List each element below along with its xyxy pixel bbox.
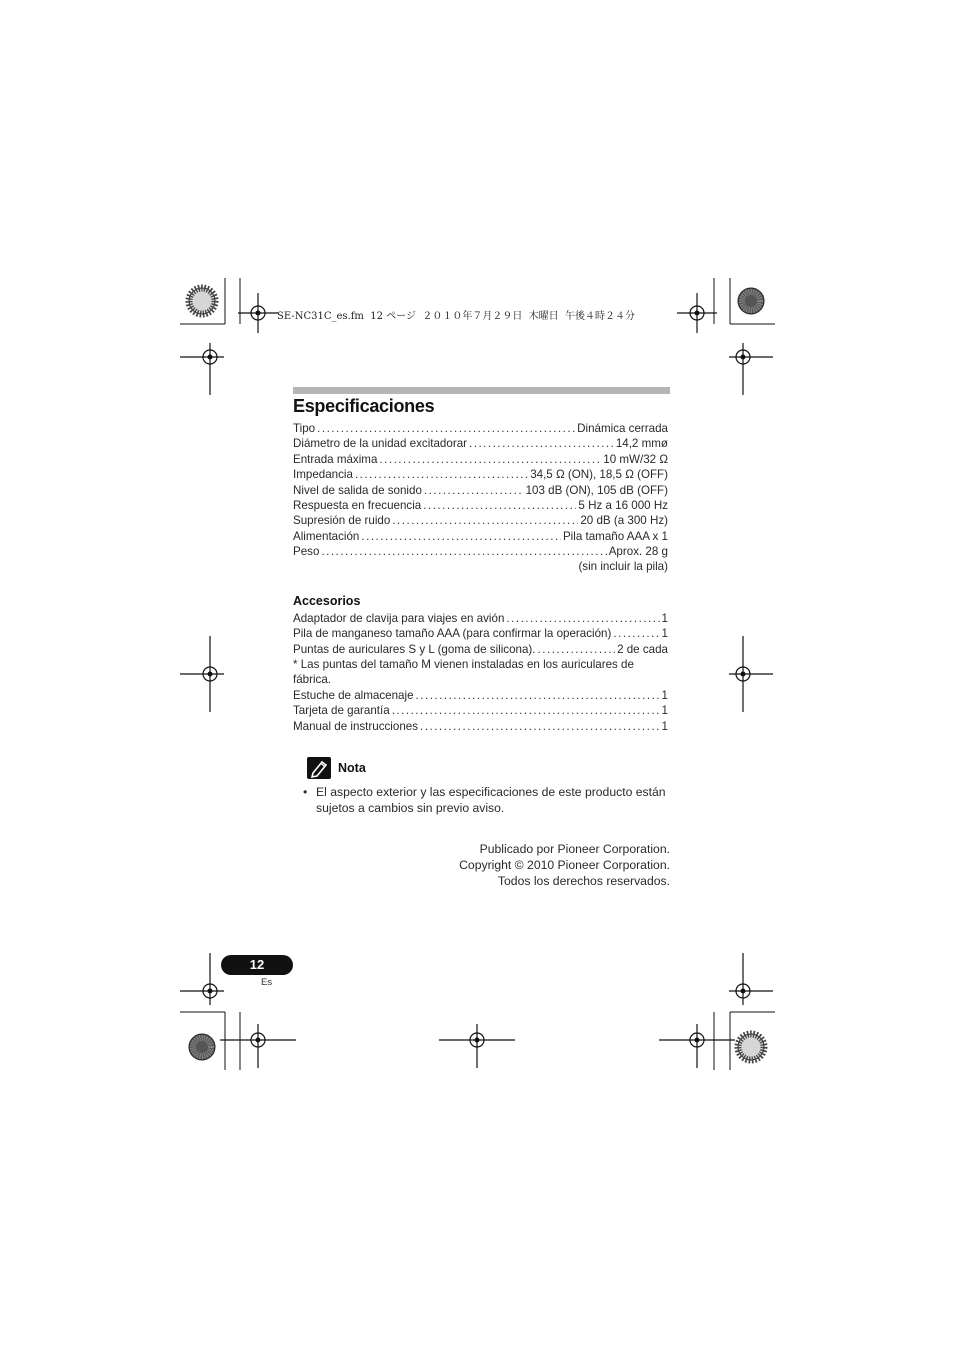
accessories-list-more: [293, 688, 668, 734]
accessory-value: 1: [661, 704, 668, 718]
dot-leader: [506, 611, 659, 626]
accessories-heading: Accesorios: [293, 594, 361, 608]
spec-label: Respuesta en frecuencia: [293, 498, 422, 512]
accessory-value: 1: [661, 612, 668, 625]
page-title: Especificaciones: [293, 396, 435, 416]
note-text: El aspecto exterior y las especificaciones de este producto están sujetos a cambios sin previo aviso.: [316, 785, 666, 815]
spec-value: 10 mW/32 Ω: [603, 452, 668, 466]
accessory-row: [293, 642, 668, 657]
spec-label: Impedancia: [293, 468, 353, 482]
spec-list: [293, 421, 668, 560]
dot-leader: [420, 719, 660, 734]
accessory-label: Adaptador de clavija para viajes en avión: [293, 612, 505, 625]
spec-row: [293, 529, 668, 544]
note-label: Nota: [338, 761, 366, 775]
spec-value: Aprox. 28 g: [608, 545, 668, 559]
dot-leader: [361, 529, 561, 544]
spec-row: [293, 421, 668, 436]
accessory-label: Tarjeta de garantía: [293, 704, 390, 718]
rights-line: Todos los derechos reservados.: [497, 874, 670, 888]
spec-label: Peso: [293, 545, 320, 559]
file-header-line: SE-NC31C_es.fm 12 ページ ２０１０年７月２９日 木曜日 午後４時２４分: [277, 311, 636, 322]
accessory-value: 1: [661, 719, 668, 733]
language-code: Es: [261, 977, 273, 988]
dot-leader: [469, 436, 614, 451]
dot-leader: [317, 421, 575, 436]
spec-label: Supresión de ruido: [293, 514, 391, 528]
spec-value: 14,2 mmø: [615, 437, 668, 451]
accessory-value: 1: [661, 627, 668, 641]
dot-leader: [379, 452, 601, 467]
copyright-line: Copyright © 2010 Pioneer Corporation.: [459, 858, 670, 872]
spec-value: 103 dB (ON), 105 dB (OFF): [525, 483, 668, 497]
dot-leader: [538, 642, 616, 657]
dot-leader: [416, 688, 660, 703]
spec-label: Tipo: [293, 422, 316, 435]
spec-row: [293, 498, 668, 513]
accessory-label: Pila de manganeso tamaño AAA (para confirmar la operación): [293, 627, 612, 641]
accessory-value: 1: [661, 689, 668, 702]
dot-leader: [321, 544, 606, 559]
spec-value: Dinámica cerrada: [577, 422, 668, 435]
dot-leader: [355, 467, 528, 482]
note-pencil-icon: [307, 757, 331, 779]
accessory-row: [293, 688, 668, 703]
spec-row: [293, 452, 668, 467]
accessory-label: Manual de instrucciones: [293, 719, 419, 733]
spec-continuation: (sin incluir la pila): [578, 560, 668, 573]
dot-leader: [423, 498, 576, 513]
page-number: 12: [221, 955, 293, 975]
spec-row: [293, 436, 668, 451]
accessory-row: [293, 626, 668, 641]
accessory-value: 2 de cada: [617, 642, 668, 656]
accessories-footnote: [293, 657, 668, 688]
dot-leader: [613, 626, 659, 641]
spec-label: Entrada máxima: [293, 452, 378, 466]
spec-value: 34,5 Ω (ON), 18,5 Ω (OFF): [530, 468, 668, 482]
title-bar: [293, 387, 670, 394]
spec-value: 20 dB (a 300 Hz): [580, 514, 668, 528]
bullet: •: [303, 785, 308, 799]
accessory-label: Puntas de auriculares S y L (goma de silicona).: [293, 642, 536, 656]
spec-label: Nivel de salida de sonido: [293, 483, 422, 497]
spec-label: Diámetro de la unidad excitadorar: [293, 437, 468, 451]
dot-leader: [392, 703, 660, 718]
dot-leader: [392, 513, 578, 528]
footnote-line: fábrica.: [293, 673, 332, 687]
footnote-line: * Las puntas del tamaño M vienen instaladas en los auriculares de: [293, 658, 634, 671]
spec-label: Alimentación: [293, 529, 360, 543]
dot-leader: [424, 483, 524, 498]
spec-row: [293, 544, 668, 559]
accessories-list: [293, 611, 668, 657]
accessory-row: [293, 719, 668, 734]
accessory-row: [293, 611, 668, 626]
spec-row: [293, 483, 668, 498]
accessory-label: Estuche de almacenaje: [293, 689, 414, 702]
accessory-row: [293, 703, 668, 718]
spec-value: Pila tamaño AAA x 1: [562, 529, 668, 543]
spec-row: [293, 467, 668, 482]
spec-row: [293, 513, 668, 528]
spec-value: 5 Hz a 16 000 Hz: [578, 498, 668, 512]
publisher-line: Publicado por Pioneer Corporation.: [479, 842, 670, 856]
publisher-block: [420, 841, 670, 889]
